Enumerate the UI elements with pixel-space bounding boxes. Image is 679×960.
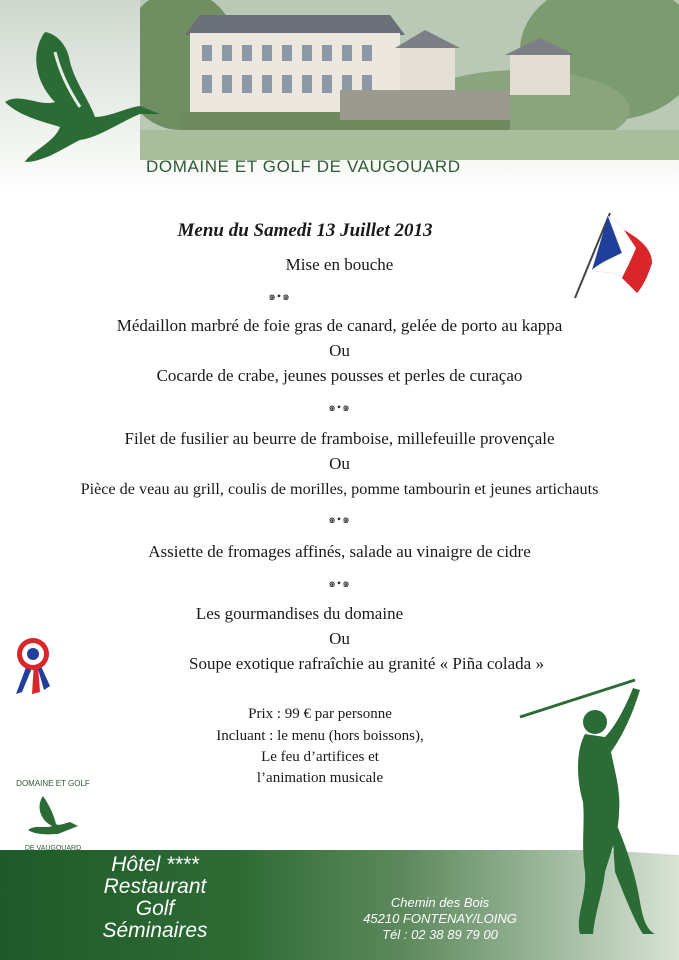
menu-title: Menu du Samedi 13 Juillet 2013 [177, 220, 433, 241]
ornament-divider: ๑•๑ [268, 289, 291, 303]
address-phone: Tél : 02 38 89 79 00 [382, 927, 498, 942]
or-separator: Ou [329, 629, 350, 648]
golfer-silhouette [515, 672, 665, 942]
service-golf: Golf [135, 897, 175, 920]
main-option-1: Filet de fusilier au beurre de framboise, millefeuille provençale [124, 429, 555, 448]
service-seminars: Séminaires [102, 919, 208, 942]
duck-logo [0, 22, 165, 172]
cheese-course: Assiette de fromages affinés, salade au vinaigre de cidre [148, 542, 531, 561]
service-restaurant: Restaurant [103, 875, 207, 898]
brand-name: DOMAINE ET GOLF DE VAUGOUARD [146, 157, 461, 176]
price-music: l’animation musicale [256, 770, 384, 786]
starter-option-2: Cocarde de crabe, jeunes pousses et perles de curaçao [156, 366, 523, 385]
chateau-photo [140, 0, 679, 160]
svg-text:DE VAUGOUARD: DE VAUGOUARD [24, 845, 82, 852]
main-option-2: Pièce de veau au grill, coulis de morilles, pomme tambourin et jeunes artichauts [80, 480, 599, 498]
price-fireworks: Le feu d’artifices et [261, 749, 379, 765]
dessert-option-1: Les gourmandises du domaine [195, 604, 404, 623]
or-separator: Ou [329, 341, 350, 360]
service-hotel: Hôtel **** [111, 853, 199, 876]
address-street: Chemin des Bois [390, 895, 490, 910]
ornament-divider: ๑•๑ [328, 512, 351, 526]
address-city: 45210 FONTENAY/LOING [363, 911, 517, 926]
svg-text:DOMAINE ET GOLF: DOMAINE ET GOLF [16, 779, 90, 788]
cockade-icon [10, 634, 56, 696]
price: Prix : 99 € par personne [248, 706, 392, 722]
dessert-option-2: Soupe exotique rafraîchie au granité « Piña colada » [189, 654, 544, 673]
amuse-bouche: Mise en bouche [285, 255, 394, 274]
ornament-divider: ๑•๑ [328, 576, 351, 590]
small-duck-logo [8, 776, 98, 854]
or-separator: Ou [329, 454, 350, 473]
ornament-divider: ๑•๑ [328, 400, 351, 414]
price-includes: Incluant : le menu (hors boissons), [216, 728, 424, 744]
starter-option-1: Médaillon marbré de foie gras de canard, gelée de porto au kappa [116, 316, 563, 335]
